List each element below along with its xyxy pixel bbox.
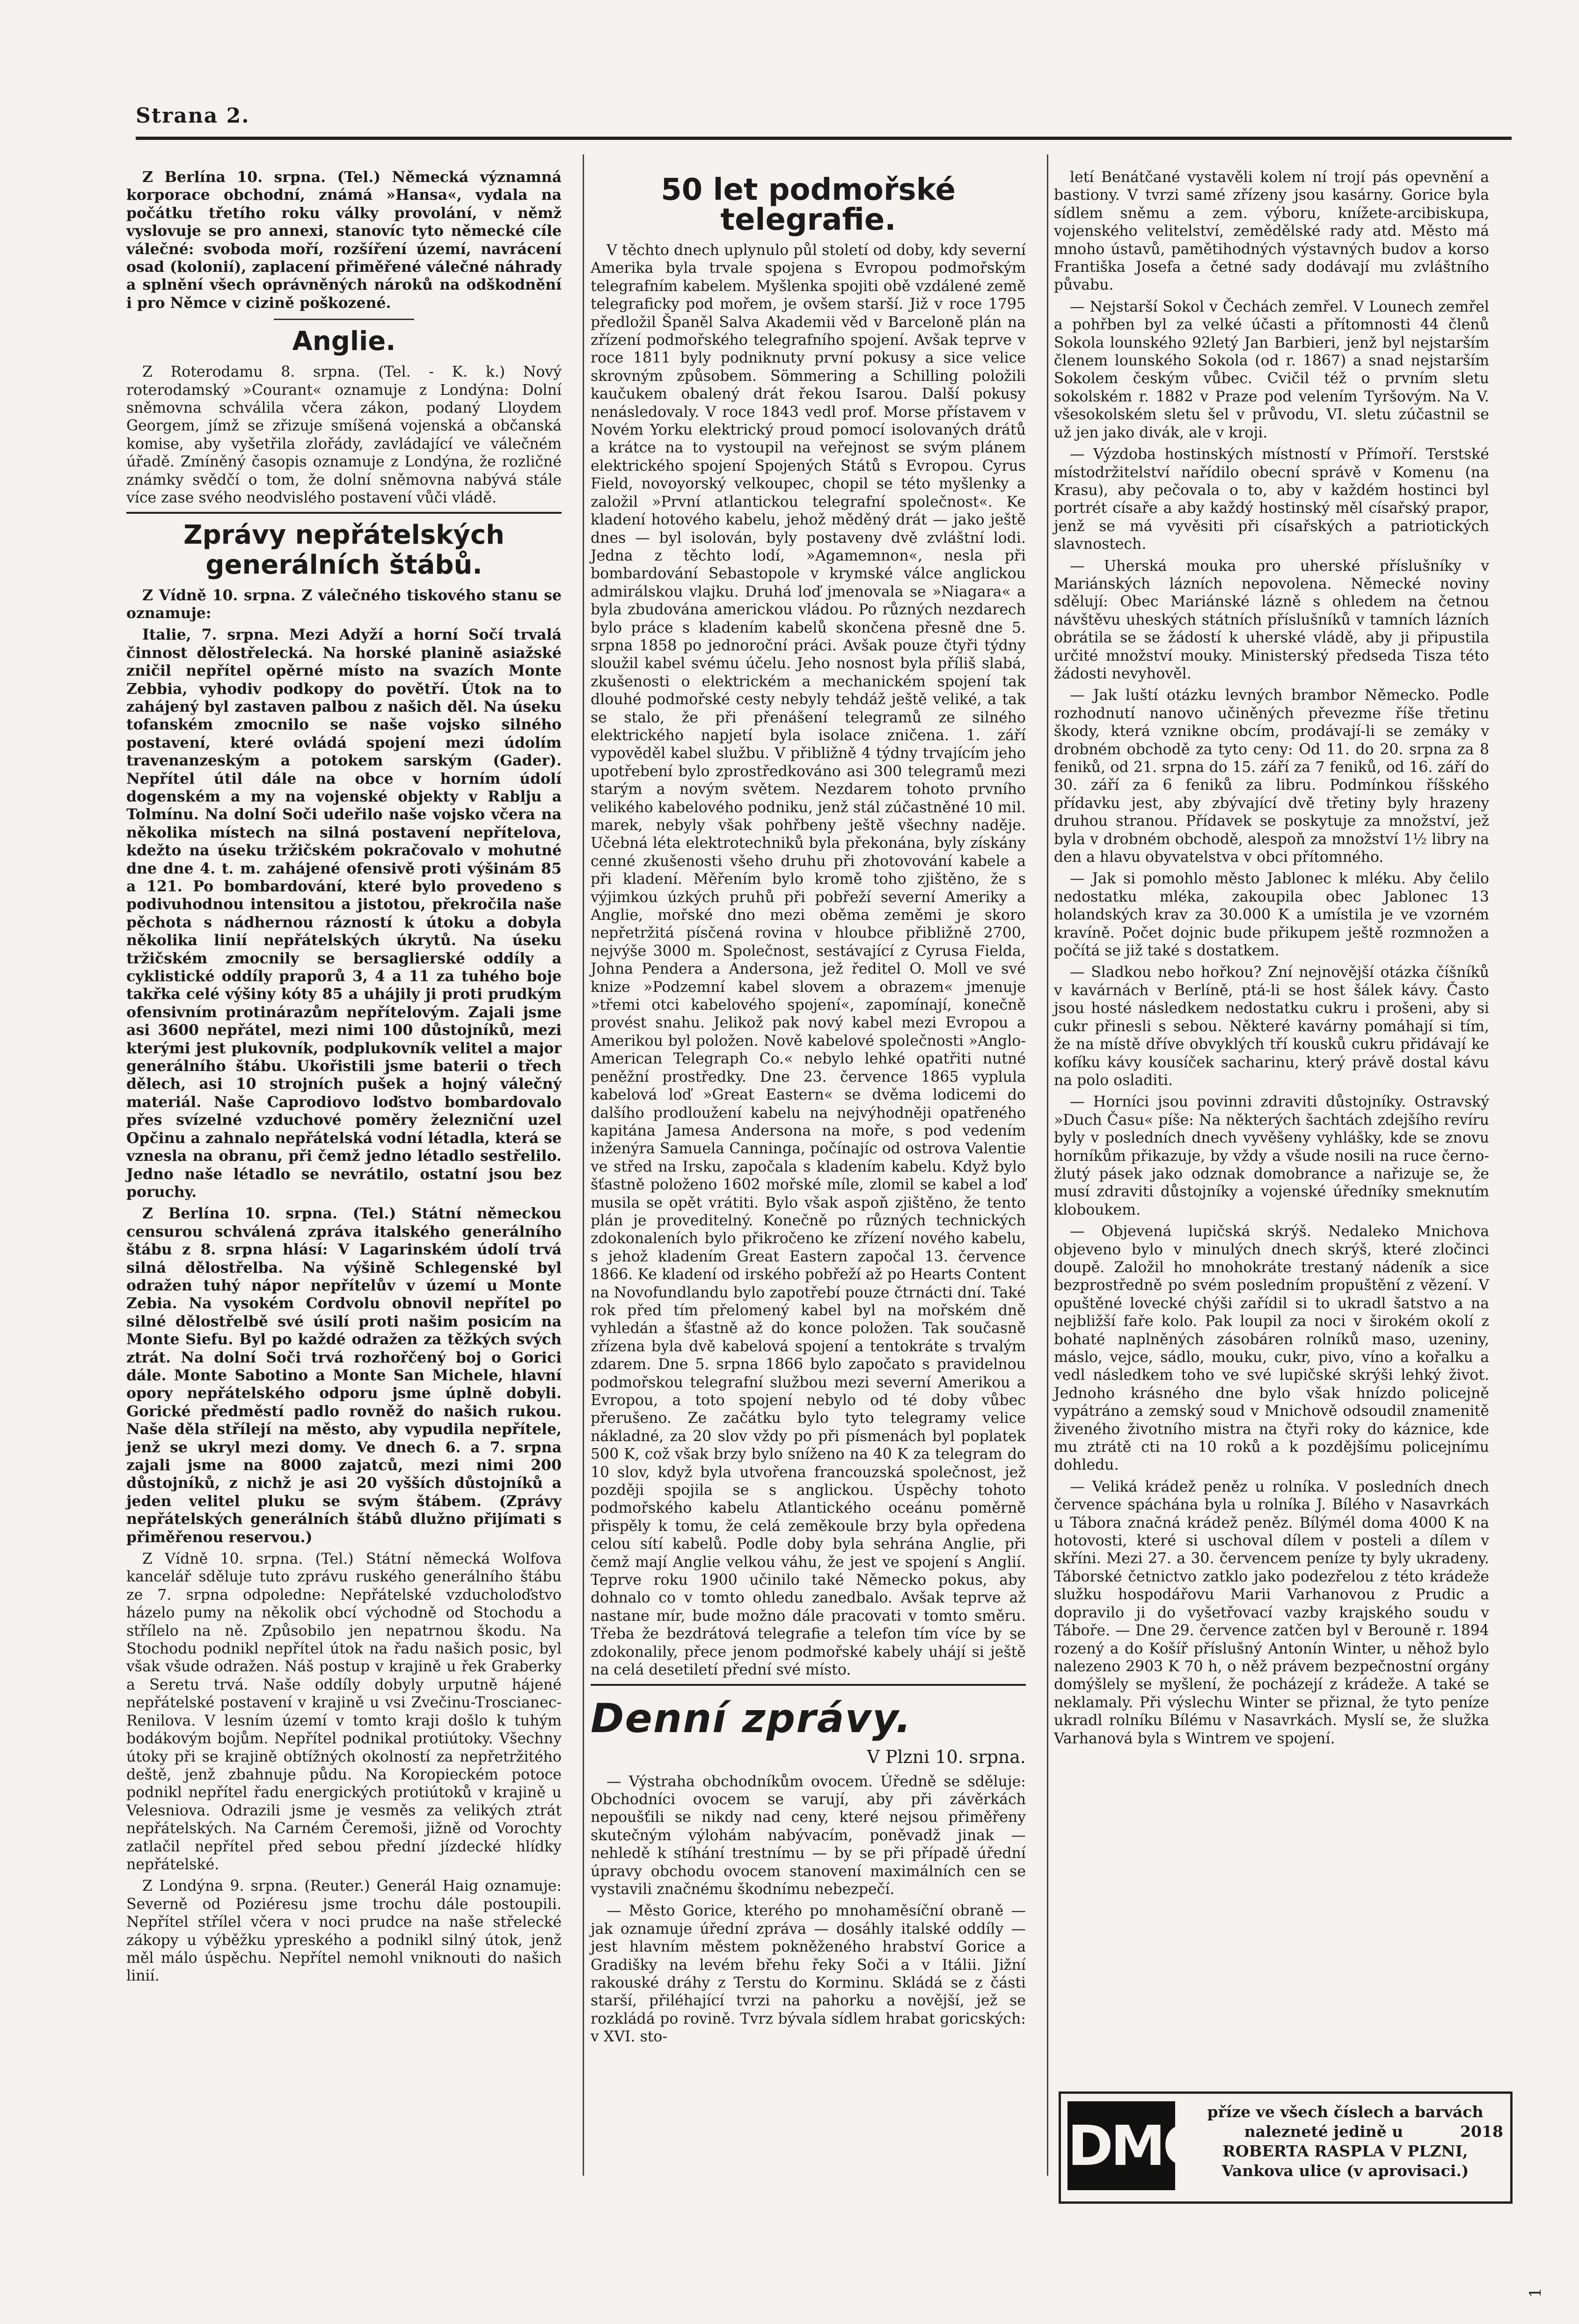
article-russian-staff: Z Vídně 10. srpna. (Tel.) Státní německá Wolfova kancelář sděluje tuto zprávu ruského generálního štábu ze 7. srpna odpoledne: Nepřátelské vzducholoďstvo házelo pumy na několik obcí východně od Stochodu a střílelo na ně. Způsobilo jen nepatrnou škodu. Na Stochodu podnikl nepřítel útok na řadu našich posic, byl však všude odražen. Náš postup v krajině u řek Graberky a Seretu trvá. Naše oddíly dobyly urputně hájené nepřátelské postavení v krajině u vsi Zvečinu-Troscianec-Renilova. V lesním území v tomto kraji došlo k tuhým bodákovým bojům. Nepřítel podnikal protiútoky. Všechny útoky při se krajině obtížných okolností za nepřetržitého deště, jenž zbahnuje půdu. Na Koropieckém potoce podnikl nepřítel řadu energických protiútoků v krajině u Velesniova. Odrazili jsme je vesměs za velikých ztrát nepřátelských. Na Carném Čeremoši, jižně od Vorochty zatlačil nepřítel před sebou přední jízdecké hlídky nepřátelské. [126,1551,562,1873]
ad-reference-number: 2018 [1460,2122,1503,2141]
article-brambory: — Jak luští otázku levných brambor Německo. Podle rozhodnutí nanovo učiněných převezme říše třetinu škody, která vznikne obcím, prodávají-li se zemáky v drobném obchodě za tyto ceny: Od 11. do 20. srpna za 8 feniků, od 21. srpna do 15. září za 7 feniků, od 16. září do 30. září za 6 feniků za libru. Podmínkou říšského přídavku jest, aby zbývající dvě třetiny byly hrazeny druhou stranou. Přídavek se poskytuje za množství, jež byla v drobném obchodě, alespoň za množství 1½ libry na den a hlavu obyvatelstva v obci přítomného. [1054,687,1489,866]
article-mesto-gorice: — Město Gorice, kterého po mnohaměsíční obraně — jak oznamuje úřední zpráva — dosáhly italské oddíly — jest hlavním městem pokněženého hrabství Gorice a Gradišky na levém břehu řeky Soči a v Itálii. Jižní rakouské dráhy z Terstu do Korminu. Skládá se z části starší, přiléhající tvrzi na pahorku a novější, jež se rozkládá po rovině. Tvrz bývala sídlem hrabat goricských: v XVI. sto- [591,1902,1026,2046]
article-vienna-intro: Z Vídně 10. srpna. Z válečného tiskového stanu se oznamuje: [126,586,562,622]
ad-line-2: nalezneté jedině u [1244,2122,1404,2141]
article-berlin-italian-staff: Z Berlína 10. srpna. (Tel.) Státní německou censurou schválená zpráva italského generálního štábu z 8. srpna hlásí: V Lagarinském údolí trvá silná dělostřelba. Na výšině Schlegenské byl odražen tuhý nápor nepřítelův v území u Monte Zebia. Na vysokém Cordvolu obnovil nepřítel po silné dělostřelbě své úsilí proti našim posicím na Monte Siefu. Byl po každé odražen za těžkých svých ztrát. Na dolní Soči trvá rozhořčený boj o Gorici dále. Monte Sabotino a Monte San Michele, hlavní opory nepřátelského odporu jsme úplně dobyli. Gorické předměstí padlo rovněž do našich rukou. Naše děla střílejí na město, aby vypudila nepřítele, jenž se ukryl mezi domy. Ve dnech 6. a 7. srpna zajali jsme na 8000 zajatců, mezi nimi 200 důstojníků, z nichž je asi 20 vyšších důstojníků a jeden velitel pluku se svým štábem. (Zprávy nepřátelských generálních štábů dlužno přijímati s přiměřenou reservou.) [126,1205,562,1546]
ad-line-2-row [1187,2122,1503,2142]
column-1 [126,168,562,2162]
column-3 [1054,168,1489,2162]
page-number: Strana 2. [136,104,250,128]
article-uherska-mouka: — Uherská mouka pro uherské příslušníky v Mariánských lázních nepovolena. Německé noviny sdělují: Obec Mariánské lázně s ohledem na četnou návštěvu uheských státních příslušníků v tamních lázních obrátila se se žádostí k uherské vládě, aby ji připustila určité množství mouky. Ministerský předseda Tisza této žádosti nevyhověl. [1054,557,1489,682]
heading-telegrafie: 50 let podmořské telegrafie. [661,173,956,237]
ad-line-4: Vankova ulice (v aprovisaci.) [1221,2162,1469,2180]
article-telegrafie: V těchto dnech uplynulo půl století od doby, kdy severní Amerika byla trvale spojena s Evropou podmořským telegrafním kabelem. Myšlenka spojiti obě vzdálené země telegraficky pod mořem, je ovšem starší. Již v roce 1795 předložil Španěl Salva Akademii věd v Barceloně plán na zřízení podmořského telegrafního spojení. Avšak teprve v roce 1811 byly podniknuty první pokusy a sice velice skrovným způsobem. Sömmering a Schilling položili kaučukem obalený drát řekou Isarou. Další pokusy nenásledovaly. V roce 1843 vedl prof. Morse přístavem v Novém Yorku elektrický proud pomocí isolovaných drátů a krátce na to vystoupil na veřejnost se svým plánem elektrického spojení Spojených Států s Evropou. Cyrus Field, novoyorský velkoupec, chopil se této myšlenky a založil »První atlantickou telegrafní společnost«. Ke kladení hotového kabelu, jehož měděný drát — jako ještě dnes — byl isolován, byly postaveny dvě zvláštní lodi. Jedna z těchto lodí, »Agamemnon«, nesla při bombardování Sebastopole v krymské válce anglickou admirálskou vlajku. Druhá loď jmenovala se »Niagara« a byla zbudována americkou vládou. Po různých nezdarech bylo práce s kladením kabelů skončena přesně dne 5. srpna 1858 po jednoroční práci. Avšak pouze čtyři týdny sloužil kabel svému účelu. Jeho nosnost byla příliš slabá, zkušenosti o elektrickém a mechanickém spojení tak dlouhé podmořské cesty nebyly tehdáž ještě veliké, a tak se stalo, že při přenášení telegramů ze silného elektrického napjetí byla isolace zničena. 1. září vypověděl kabel službu. V přibližně 4 týdny trvajícím jeho upotřebení bylo zprostředkováno asi 300 telegramů mezi starým a novým světem. Nezdarem tohoto prvního velikého kabelového podniku, jenž stál zúčastněné 10 mil. marek, nebyly však pohřbeny ještě všechny naděje. Učebná léta elektrotechniků byla překonána, byly získány cenné zkušenosti všeho druhu při zhotovování kabele a při kladení. Měřením bylo kromě toho zjištěno, že s výjimkou úzkých pruhů při pobřeží severní Ameriky a Anglie, mořské dno mezi oběma zeměmi je skoro nepřetržitá písčená rovina v hloubce přibližně 2700, nejvýše 3000 m. Společnost, sestávající z Cyrusa Fielda, Johna Pendera a Andersona, jež ředitel O. Moll ve své knize »Podzemní kabel slovem a obrazem« jmenuje »třemi otci kabelového spojení«, zapomínají, konečně provést snahu. Jelikož pak nový kabel mezi Evropou a Amerikou byl položen. Nově kabelové společnosti »Anglo-American Telegraph Co.« nebylo lehké opatřiti nutné peněžní prostředky. Dne 23. července 1865 vyplula kabelová loď »Great Eastern« se dvěma lodicemi do dalšího prodloužení kabelu na nejvýhodněji opatřeného kapitána Jamesa Andersona na moře, s pod vedením inženýra Samuela Canninga, počínajíc od ostrova Valentie ve střed na Irsku, započala s kladením kabelu. Když bylo šťastně položeno 1602 mořské míle, zlomil se kabel a loď musila se opět vrátiti. Bylo však aspoň zjištěno, že tento plán je proveditelný. Konečně po různých technických zdokonaleních bylo přikročeno ke zřízení nového kabelu, s jehož kladením Great Eastern započal 13. července 1866. Ke kladení od irského pobřeží až po Hearts Content na Novofundlandu bylo zapotřebí pouze čtrnácti dní. Také rok před tím přelomený kabel byl na mořském dně vyhledán a šťastně až do konce položen. Tak současně zřízena byla dvě kabelová spojení a tentokráte s trvalým zdarem. Dne 5. srpna 1866 bylo započato s pravidelnou podmořskou telegrafní službou mezi severní Amerikou a Evropou, a toto spojení nebylo od té doby vůbec přerušeno. Ze začátku bylo tyto telegramy velice nákladné, za 20 slov vždy po při písmenách byl poplatek 500 K, což však brzy bylo sníženo na 40 K za telegram do 10 slov, když byla utvořena francouzská společnost, jež později spojila se s anglickou. Úspěchy tohoto podmořského kabelu Atlantického oceánu poměrně přispěly k tomu, že celá zeměkoule brzy byla opředena celou sítí kabelů. Podle doby byla sehrána Anglie, při čemž mají Anglie velkou váhu, že jest ve spojení s Anglií. Teprve roku 1900 učinilo také Německo pokus, aby dohnalo co v tomto ohledu zanedbalo. Avšak teprve až nastane mír, bude možno dále pracovati v tomto směru. Třeba že bezdrátová telegrafie a telefon tím více by se zdokonalily, přece jenom podmořské kabely uhájí si ještě na celá desetiletí přední své místo. [591,242,1026,1679]
dmc-logo: DMC [1067,2101,1175,2190]
section-divider [591,1684,1026,1686]
article-berlin-hansa: Z Berlína 10. srpna. (Tel.) Německá významná korporace obchodní, známá »Hansa«, vydala na počátku třetího roku války provolání, v němž vyslovuje se pro annexi, stanovíc tyto německé cíle válečné: svoboda moří, rozšíření území, navrácení osad (kolonií), zaplacení přiměřené válečné náhrady a splnění všech oprávněných nároků na odškodnění i pro Němce v cizině poškozené. [126,168,562,312]
article-italie: Italie, 7. srpna. Mezi Adyží a horní Sočí trvalá činnost dělostřelecká. Na horské planině asiažské zničil nepřítel opěrné místo na svazích Monte Zebbia, vyhodiv podkopy do povětří. Útok na to zahájený byl zastaven palbou z našich děl. Na úseku tofanském zmocnilo se naše vojsko silného postavení, které ovládá spojení mezi údolím travenanzeským a potokem sarským (Gader). Nepřítel útil dále na obce v horním údolí dogenském a my na vojenské objekty v Rablju a Tolmínu. Na dolní Soči udeřilo naše vojsko včera na několika místech na silná postavení nepřítelova, kdežto na úseku tržičském pokračovalo v mohutné dne dne 4. t. m. zahájené ofensivě proti výšinám 85 a 121. Po bombardování, které bylo provedeno s podivuhodnou intensitou a jistotou, překročila naše pěchota s nádhernou rázností k útoku a dobyla několika linií nepřátelských úkrytů. Na úseku tržičském zmocnily se bersaglierské oddíly a cyklistické oddíly praporů 3, 4 a 11 za tuhého boje takřka celé výšiny kóty 85 a uhájily ji proti prudkým ofensivním protinárazům nepřítelovým. Zajali jsme asi 3600 nepřátel, mezi nimi 100 důstojníků, mezi kterými jest plukovník, podplukovník velitel a major generálního štábu. Ukořistili jsme baterii o třech dělech, asi 10 strojních pušek a hojný válečný materiál. Naše Caprodiovo loďstvo bombardovalo přes svízelné vzduchové poměry železniční uzel Opčinu a zahnalo nepřátelská vodní létadla, která se vznesla na obranu, při čemž jedno létadlo sestřelilo. Jedno naše létadlo se nevrátilo, ostatní jsou bez poruchy. [126,626,562,1201]
article-sokol: — Nejstarší Sokol v Čechách zemřel. V Lounech zemřel a pohřben byl za velké účasti a přítomnosti 44 členů Sokola lounského 92letý Jan Barbieri, jenž byl nejstarším členem lounského Sokola (od r. 1867) a snad nejstarším Sokolem českým vůbec. Cvičil též o prvním sletu sokolském r. 1882 v Praze pod velením Tyršovým. Na V. všesokolském sletu šel v průvodu, VI. sletu zúčastnil se už jen jako divák, ale v kroji. [1054,298,1489,441]
article-lupicska-skrys: — Objevená lupičská skrýš. Nedaleko Mnichova objeveno bylo v minulých dnech skrýš, které zločinci doupě. Založil ho mnohokráte trestaný nádeník a sice bezprostředně po svém posledním propuštění z vězení. V opuštěné lovecké chýši zařídil si to ukradl šatstvo a na nejbližší faře kolo. Pak loupil za noci v širokém okolí z bohaté naplněných zásobáren rolníků maso, uzeniny, máslo, vejce, sádlo, mouku, cukr, pivo, víno a kořalku a vedl následkem toho ve své lupičské skrýši lehký život. Jednoho krásného dne bylo však hnízdo policejně vypátráno a zemský soud v Mnichově odsoudil znamenitě živeného životního mistra na čtyři roky do káznice, kde mu ztrátě cti na 10 roků a k pozdějšímu policejnímu dohledu. [1054,1223,1489,1474]
article-roterodam: Z Roterodamu 8. srpna. (Tel. - K. k.) Nový roterodamský »Courant« oznamuje z Londýna: Dolní sněmovna schválila včera zákon, podaný Lloydem Georgem, jímž se zřizuje smíšená vojenská a občanská komise, aby vyšetřila zlořády, zavládající ve válečném úřadě. Zmíněný časopis oznamuje z Londýna, že rozličné známky svědčí o tom, že dolní sněmovna nabývá stále více zase svého neodvislého postavení vůči vládě. [126,364,562,507]
ad-line-3: ROBERTA RASPLA V PLZNI, [1222,2142,1468,2160]
news-dateline: V Plzni 10. srpna. [867,1746,1026,1767]
ad-text [1187,2102,1503,2181]
article-kava: — Sladkou nebo hořkou? Zní nejnovější otázka číšníků v kavárnách v Berlíně, ptá-li se host šálek kávy. Často jsou hosté následkem nedostatku cukru i prošeni, aby si cukr přinesli s sebou. Některé kavárny pomáhají si tím, že na místě dříve obvyklých tří kousků cukru přidávají ke kofíku kávy kousíček sacharinu, který právě dostal kávu na polo osladiti. [1054,964,1489,1089]
section-divider [126,512,562,514]
column-2 [591,168,1026,2110]
footer-mark: 1 [1526,2288,1545,2298]
article-kradez: — Veliká krádež peněz u rolníka. V posledních dnech července spáchána byla u rolníka J. Bílého v Nasavrkách u Tábora značná krádež peněz. Bílýmél doma 4000 K na hotovosti, které si uschoval dílem v posteli a dílem v skříni. Mezi 27. a 30. červencem peníze ty byly ukradeny. Táborské četnictvo zatklo jako podezřelou z této krádeže služku hospodářovu Marii Varhanovou z Prudic a dopravilo ji do vyšetřovací vazby krajského soudu v Táboře. — Dne 29. července zatčen byl v Berouně r. 1894 rozený a do Košíř příslušný Antonín Winter, u něhož bylo nalezeno 2903 K 70 h, o něž právem bezpečnostní orgány domýšlely se myšlení, že pocházejí z krádeže. A také se neklamaly. Při výslechu Winter se přiznal, že tyto peníze ukradl rolníku Bílému v Nasavrkách. Myslí se, že služka Varhanová byla s Wintrem ve spojení. [1054,1478,1489,1747]
ad-line-1: příze ve všech číslech a barvách [1207,2103,1484,2121]
news-section-title: Denní zprávy. [591,1695,912,1742]
article-london-haig: Z Londýna 9. srpna. (Reuter.) Generál Haig oznamuje: Severně od Poziéresu jsme trochu dále postoupili. Nepřítel střílel včera v noci prudce na naše střelecké zákopy u výběžku ypreského a podnikl silný útok, jenž měl málo úspěchu. Nepřítel nemohl vniknouti do našich linií. [126,1878,562,1985]
column-divider [1047,154,1048,2176]
article-vystraha-ovoce: — Výstraha obchodníkům ovocem. Úředně se sděluje: Obchodníci ovocem se varují, aby při závěrkách nepoušťili se nikdy nad ceny, které nejsou přiměřeny skutečným výlohám nabývacím, poněvadž jinak — nehledě k stíhání trestnímu — by se při případě úřední úpravy obchodu ovocem stanovení maximálních cen se vystavili značnému škodnímu nebezpečí. [591,1773,1026,1898]
article-hornici: — Horníci jsou povinni zdraviti důstojníky. Ostravský »Duch Času« píše: Na některých šachtách zdejšího revíru byly v posledních dnech vyvěšeny vyhlášky, kde se znovu horníkům přikazuje, by vždy a všude nosili na ruce černo-žlutý pásek jako odznak domobrance a nařizuje se, že musí zdraviti důstojníky a vojenské úředníky smeknutím kloboukem. [1054,1093,1489,1218]
column-divider [583,154,584,2176]
page-header [136,104,1512,140]
article-jablonec: — Jak si pomohlo město Jablonec k mléku. Aby čelilo nedostatku mléka, zakoupila obec Jablonec 13 holandských krav za 30.000 K a umístila je ve vzorném kravíně. Počet dojnic bude přikupem ještě rozmnožen a počítá se již také s dostatkem. [1054,870,1489,960]
advertisement-dmc [1059,2091,1513,2204]
article-primori: — Výzdoba hostinských místností v Přímoří. Terstské místodržitelství nařídilo obecní správě v Komenu (na Krasu), aby pečovala o to, aby v každém hostinci byl portrét císaře a aby každý hostinský měl císařský prapor, jenž se má vyvěsiti při císařských a patriotických slavnostech. [1054,446,1489,553]
heading-zpravy-stabu: Zprávy nepřátelských generálních štábů. [183,519,505,580]
heading-anglie: Anglie. [292,326,396,357]
section-divider [274,319,414,320]
article-gorice-continued: letí Benátčané vystavěli kolem ní trojí pás opevnění a bastiony. V tvrzi samé zřízeny jsou kasárny. Gorice byla sídlem sněmu a zem. výboru, knížete-arcibiskupa, vojenského velitelství, zemědělské rady atd. Město má mnoho ústavů, pamětihodných výstavných budov a korso Františka Josefa a četné sady dodávají mu zvláštního půvabu. [1054,169,1489,294]
